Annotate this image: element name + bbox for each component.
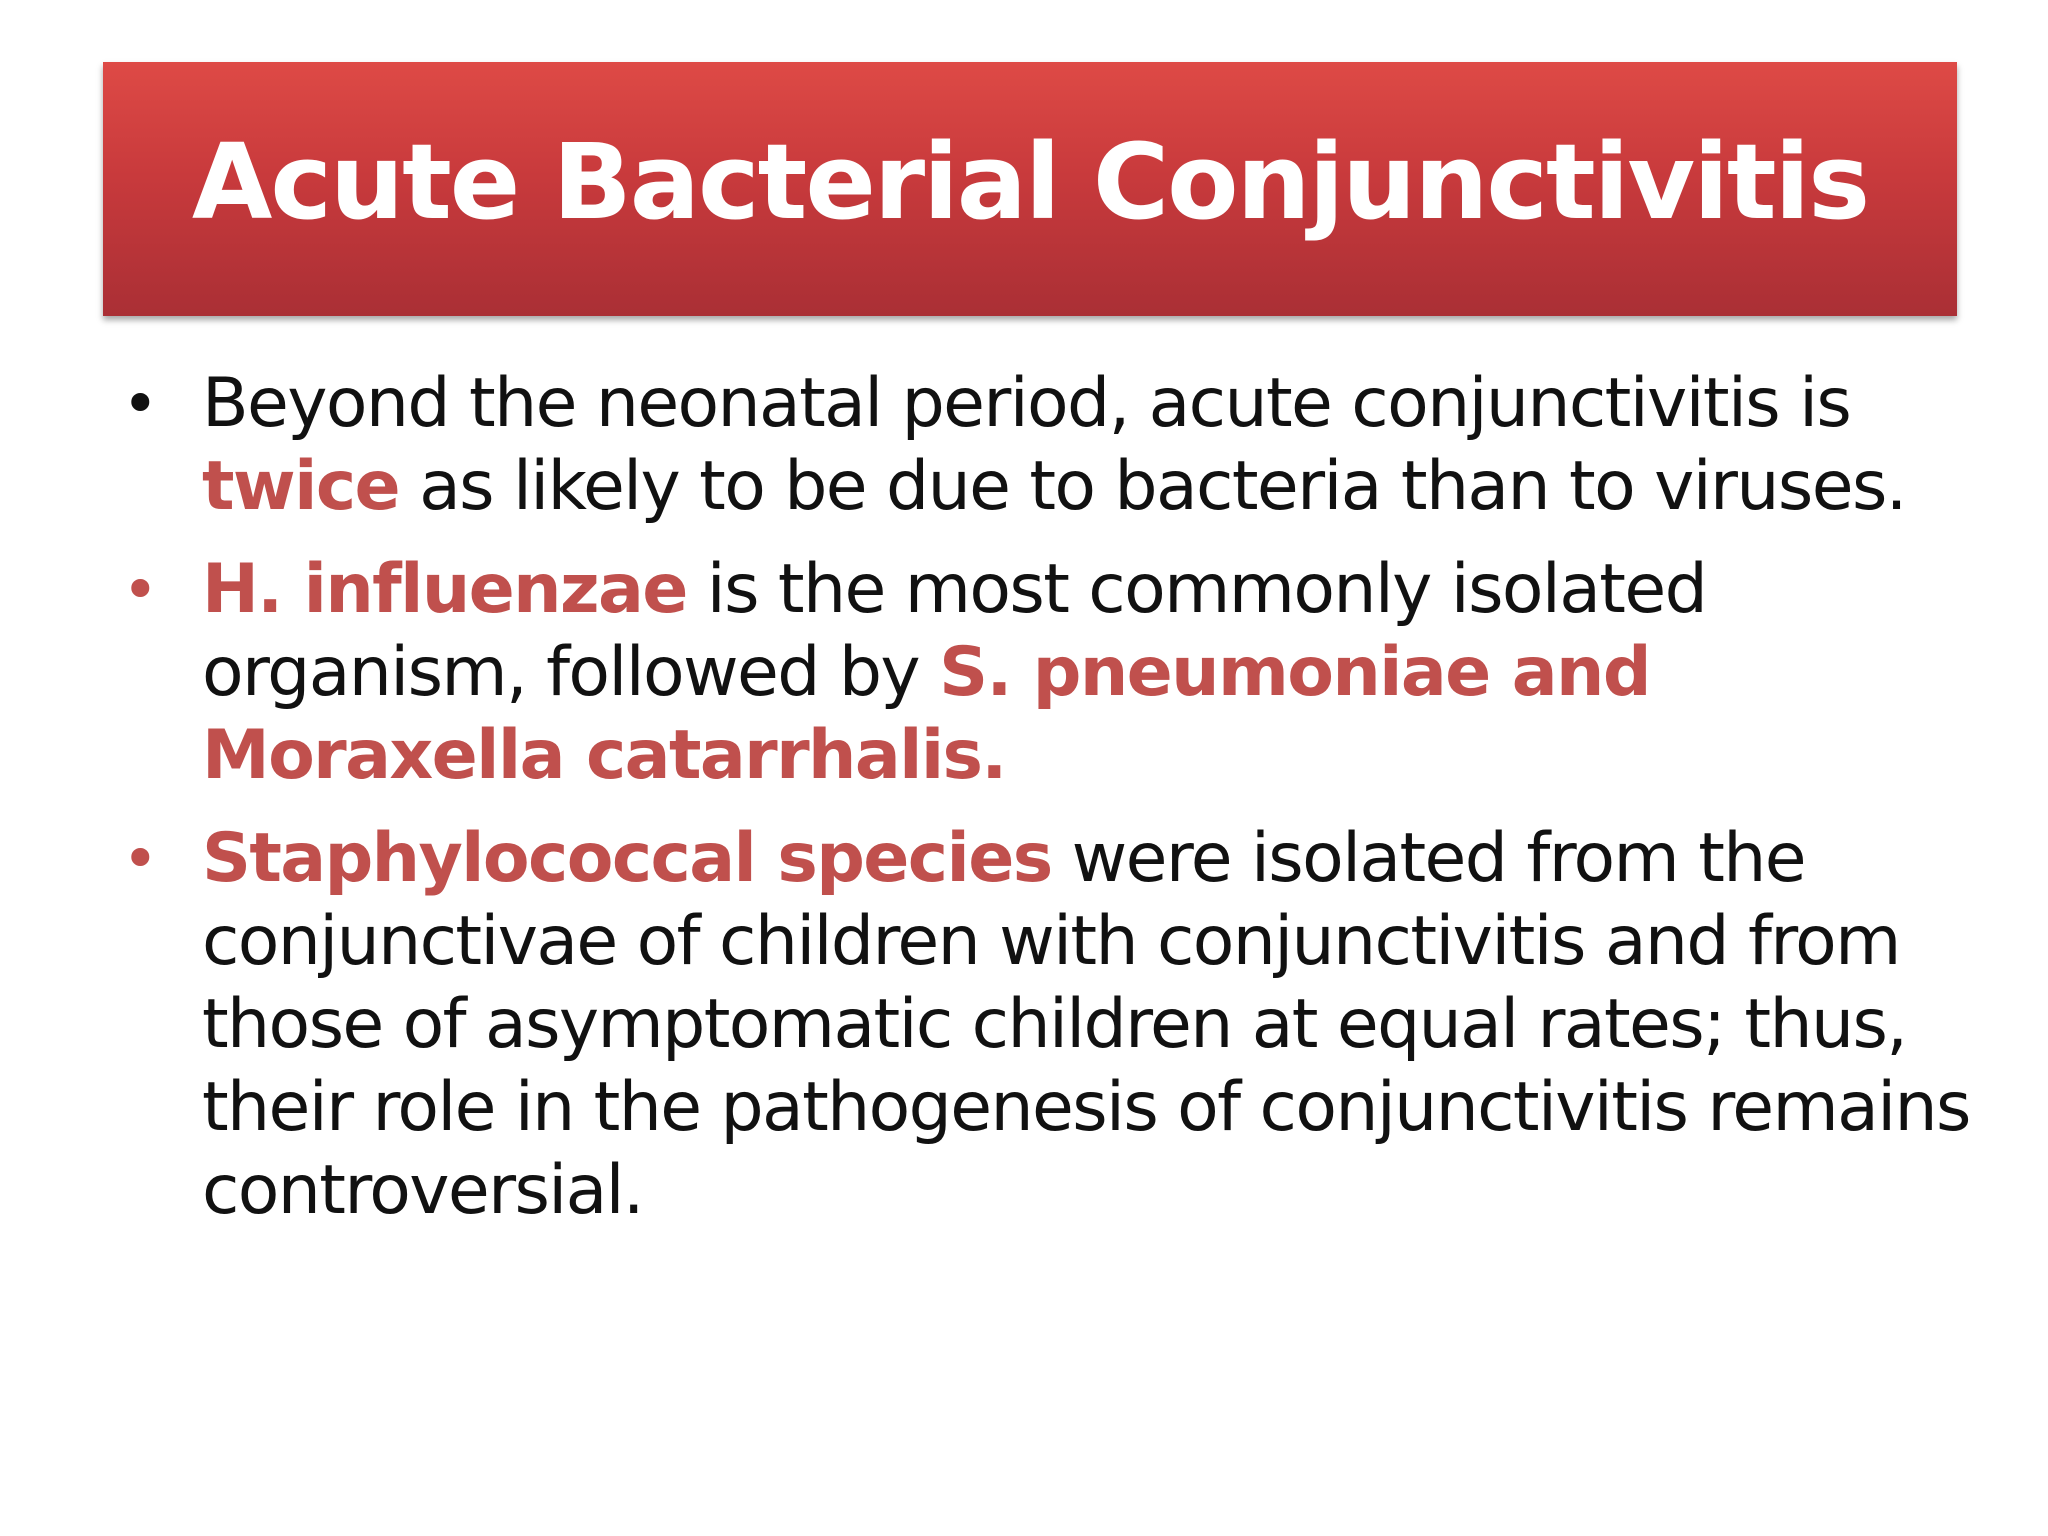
bullet-highlight-segment: S. pneumoniae and Moraxella catarrhalis.: [202, 633, 1650, 795]
bullet-item-1: [120, 362, 1980, 528]
bullet-text-segment: were isolated from the conjunctivae of children with conjunctivitis and from those of asymptomatic children at equal rates; thus, their role in the pathogenesis of conjunctivitis remains controversial.: [202, 819, 1970, 1230]
slide-title: Acute Bacterial Conjunctivitis: [191, 121, 1869, 243]
bullet-text-segment: as likely to be due to bacteria than to viruses.: [399, 447, 1906, 526]
bullet-dot-icon: •: [122, 367, 157, 440]
title-bar: [103, 62, 1957, 316]
bullet-text-segment: is the most commonly isolated organism, followed by: [202, 550, 1707, 712]
bullet-dot-icon: •: [122, 822, 157, 895]
bullet-highlight-segment: twice: [202, 447, 400, 526]
bullet-dot-icon: •: [122, 553, 157, 626]
bullet-highlight-segment: Staphylococcal species: [202, 819, 1052, 898]
bullet-list: [120, 362, 1980, 1252]
bullet-item-3: [120, 817, 1980, 1232]
bullet-text-segment: Beyond the neonatal period, acute conjunctivitis is: [202, 364, 1851, 443]
bullet-item-2: [120, 548, 1980, 797]
bullet-highlight-segment: H. influenzae: [202, 550, 687, 629]
